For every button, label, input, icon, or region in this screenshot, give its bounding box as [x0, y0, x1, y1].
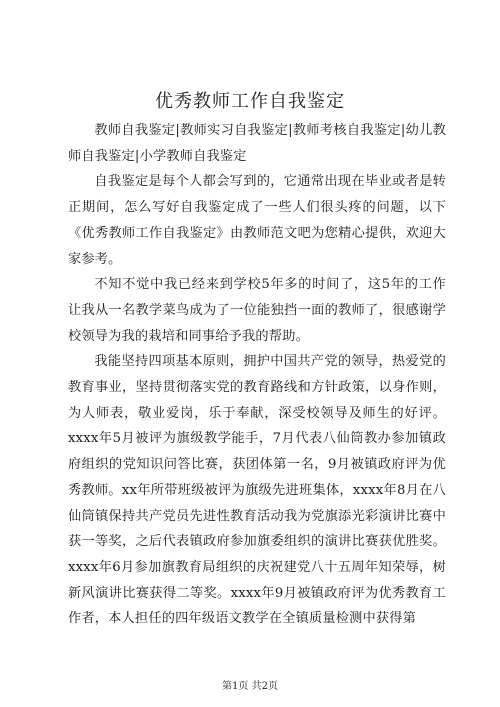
- paragraph-years: 不知不觉中我已经来到学校5年多的时间了，这5年的工作让我从一名教学菜鸟成为了一位能独挡一面的教师了，很感谢学校领导为我的栽培和同事给予我的帮助。: [68, 277, 446, 344]
- paragraph-related-links: 教师自我鉴定|教师实习自我鉴定|教师考核自我鉴定|幼儿教师自我鉴定|小学教师自我鉴定: [68, 123, 446, 164]
- paragraph-achievements: 我能坚持四项基本原则，拥护中国共产党的领导，热爱党的教育事业，坚持贯彻落实党的教育路线和方针政策，以身作则，为人师表，敬业爱岗，乐于奉献，深受校领导及师生的好评。xxxx年5月被评为旗级教学能手，7月代表八仙筒教办参加镇政府组织的党知识问答比赛，获团体第一名，9月被镇政府评为优秀教师。xx年所带班级被评为旗级先进班集体，xxxx年8月在八仙筒镇保持共产党员先进性教育活动我为党旗添光彩演讲比赛中获一等奖，之后代表镇政府参加旗委组织的演讲比赛获优胜奖。xxxx年6月参加旗教育局组织的庆祝建党八十五周年知荣辱，树新风演讲比赛获得二等奖。xxxx年9月被镇政府评为优秀教育工作者，本人担任的四年级语文教学在全镇质量检测中获得第: [68, 354, 446, 627]
- paragraph-intro: 自我鉴定是每个人都会写到的，它通常出现在毕业或者是转正期间，怎么写好自我鉴定成了一些人们很头疼的问题，以下《优秀教师工作自我鉴定》由教师范文吧为您精心提供，欢迎大家参考。: [68, 174, 446, 267]
- document-title: 优秀教师工作自我鉴定: [155, 91, 345, 112]
- page-footer: 第1页 共2页: [222, 681, 278, 692]
- document-body: [68, 118, 446, 632]
